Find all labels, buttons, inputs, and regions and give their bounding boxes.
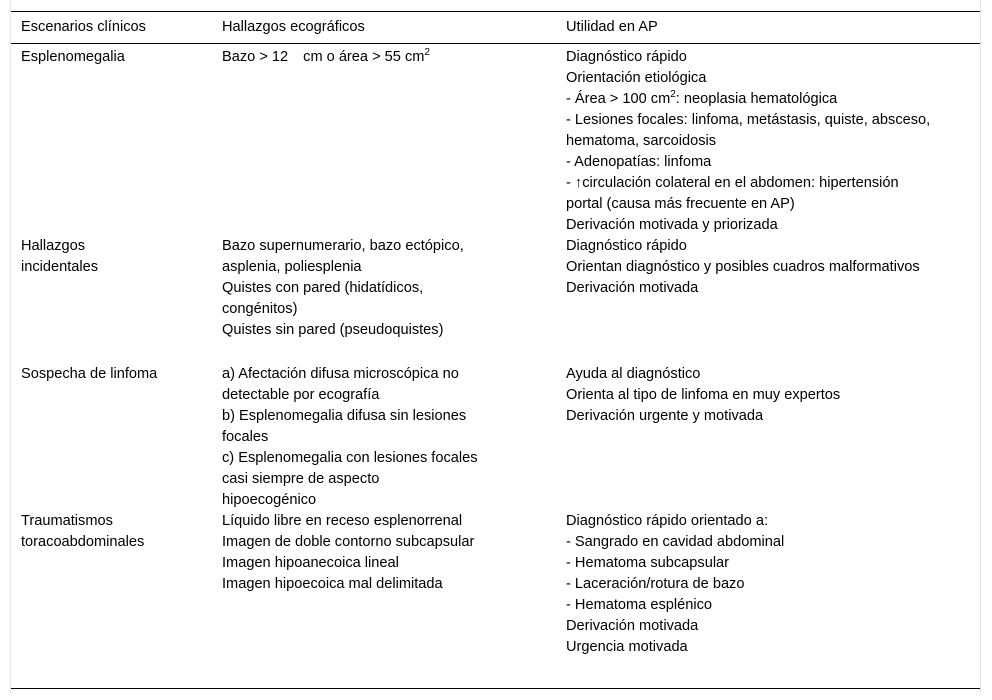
- scenario-text: incidentales: [21, 259, 99, 275]
- utility-line: Derivación motivada: [566, 618, 699, 634]
- table-header-row: [11, 12, 980, 44]
- utility-cell: [556, 236, 980, 364]
- clinical-table: [11, 11, 980, 671]
- utility-line: - Adenopatías: linfoma: [566, 154, 712, 170]
- utility-line: Orientan diagnóstico y posibles cuadros malformativos: [566, 259, 920, 275]
- findings-cell: [212, 44, 556, 237]
- scenario-cell: [11, 44, 212, 237]
- findings-cell: [212, 236, 556, 364]
- scenario-text: Sospecha de linfoma: [21, 366, 158, 382]
- findings-line: Imagen hipoecoica mal delimitada: [222, 576, 443, 592]
- findings-line: a) Afectación difusa microscópica no: [222, 366, 459, 382]
- table-row: [11, 236, 980, 364]
- utility-cell: [556, 44, 980, 237]
- utility-line: Orientación etiológica: [566, 70, 707, 86]
- utility-line: [566, 89, 980, 110]
- scenario-cell: [11, 511, 212, 671]
- utility-cell: [556, 364, 980, 511]
- findings-line: Imagen de doble contorno subcapsular: [222, 534, 475, 550]
- utility-line: - Laceración/rotura de bazo: [566, 576, 745, 592]
- findings-line: focales: [222, 429, 269, 445]
- utility-line: Diagnóstico rápido: [566, 49, 687, 65]
- findings-text-part: Bazo > 12: [222, 49, 289, 65]
- findings-line: Bazo supernumerario, bazo ectópico,: [222, 238, 464, 254]
- utility-line: Derivación motivada y priorizada: [566, 217, 778, 233]
- utility-line: - ↑circulación colateral en el abdomen: hipertensión: [566, 175, 899, 191]
- findings-text-part: cm o área > 55 cm: [303, 49, 425, 65]
- findings-line: congénitos): [222, 301, 298, 317]
- findings-line: c) Esplenomegalia con lesiones focales: [222, 450, 478, 466]
- utility-line: Ayuda al diagnóstico: [566, 366, 701, 382]
- findings-cell: [212, 511, 556, 671]
- utility-line: Derivación motivada: [566, 280, 699, 296]
- utility-line: Diagnóstico rápido orientado a:: [566, 513, 769, 529]
- utility-line: - Hematoma esplénico: [566, 597, 713, 613]
- findings-line: Líquido libre en receso esplenorrenal: [222, 513, 463, 529]
- table-bottom-rule: [11, 688, 980, 689]
- table-row: [11, 44, 980, 237]
- utility-line: portal (causa más frecuente en AP): [566, 196, 795, 212]
- utility-line: Derivación urgente y motivada: [566, 408, 764, 424]
- findings-line: asplenia, poliesplenia: [222, 259, 362, 275]
- utility-line: - Hematoma subcapsular: [566, 555, 730, 571]
- superscript: 2: [424, 47, 430, 59]
- scenario-text: toracoabdominales: [21, 534, 145, 550]
- utility-cell: [556, 511, 980, 671]
- findings-line: b) Esplenomegalia difusa sin lesiones: [222, 408, 467, 424]
- scenario-cell: [11, 364, 212, 511]
- findings-line: detectable por ecografía: [222, 387, 380, 403]
- header-findings: Hallazgos ecográficos: [222, 19, 365, 35]
- utility-line: hematoma, sarcoidosis: [566, 133, 717, 149]
- utility-line: Diagnóstico rápido: [566, 238, 687, 254]
- findings-line: Imagen hipoanecoica lineal: [222, 555, 399, 571]
- table-row: [11, 364, 980, 511]
- utility-line: - Sangrado en cavidad abdominal: [566, 534, 785, 550]
- utility-line: - Lesiones focales: linfoma, metástasis, quiste, absceso,: [566, 112, 931, 128]
- superscript: 2: [670, 89, 676, 101]
- findings-line: Quistes sin pared (pseudoquistes): [222, 322, 444, 338]
- scenario-text: Traumatismos: [21, 513, 113, 529]
- utility-line: Orienta al tipo de linfoma en muy expertos: [566, 387, 841, 403]
- findings-text: [222, 47, 556, 68]
- scenario-text: Esplenomegalia: [21, 49, 125, 65]
- utility-line: Urgencia motivada: [566, 639, 688, 655]
- findings-line: Quistes con pared (hidatídicos,: [222, 280, 424, 296]
- scenario-text: Hallazgos: [21, 238, 86, 254]
- header-utility: Utilidad en AP: [566, 19, 658, 35]
- utility-line-part: : neoplasia hematológica: [675, 91, 838, 107]
- header-scenarios: Escenarios clínicos: [21, 19, 146, 35]
- utility-line-part: - Área > 100 cm: [566, 91, 671, 107]
- findings-cell: [212, 364, 556, 511]
- table-row: [11, 511, 980, 671]
- findings-line: casi siempre de aspecto: [222, 471, 380, 487]
- scenario-cell: [11, 236, 212, 364]
- findings-line: hipoecogénico: [222, 492, 317, 508]
